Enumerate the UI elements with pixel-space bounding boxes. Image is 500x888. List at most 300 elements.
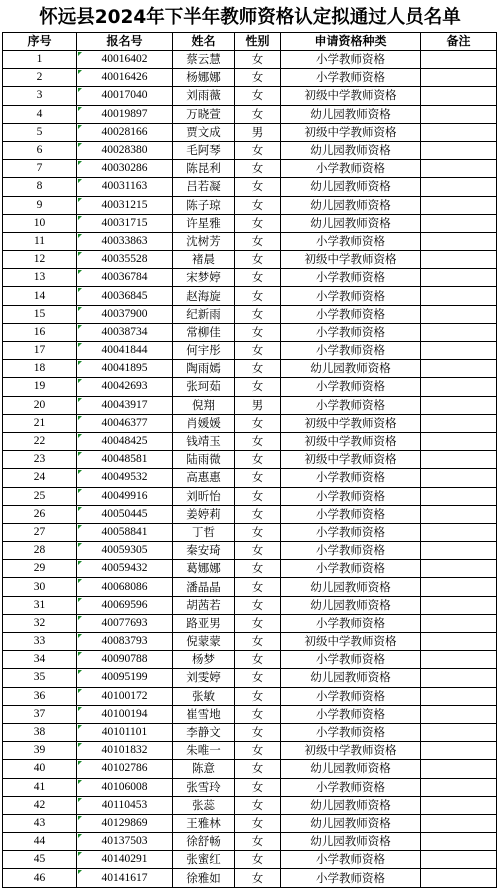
cell-gender: 女 — [235, 778, 281, 796]
table-row — [3, 596, 497, 614]
cell-seq: 13 — [3, 269, 77, 287]
table-row — [3, 305, 497, 323]
table-row — [3, 432, 497, 450]
cell-name: 张珂茹 — [173, 378, 235, 396]
cell-seq: 33 — [3, 633, 77, 651]
cell-seq: 21 — [3, 414, 77, 432]
cell-reg-no: 40049532 — [77, 469, 173, 487]
cell-gender: 男 — [235, 396, 281, 414]
cell-cert-type: 小学教师资格 — [281, 305, 421, 323]
cell-name: 路亚男 — [173, 614, 235, 632]
cell-name: 钱靖玉 — [173, 432, 235, 450]
cell-seq: 4 — [3, 105, 77, 123]
cell-gender: 女 — [235, 342, 281, 360]
cell-gender: 女 — [235, 251, 281, 269]
cell-remark — [421, 396, 497, 414]
cell-cert-type: 初级中学教师资格 — [281, 251, 421, 269]
cell-seq: 19 — [3, 378, 77, 396]
cell-name: 葛娜娜 — [173, 560, 235, 578]
cell-seq: 18 — [3, 360, 77, 378]
cell-reg-no: 40036845 — [77, 287, 173, 305]
table-row — [3, 105, 497, 123]
cell-reg-no: 40036784 — [77, 269, 173, 287]
cell-cert-type: 小学教师资格 — [281, 342, 421, 360]
cell-cert-type: 幼儿园教师资格 — [281, 141, 421, 159]
cell-cert-type: 初级中学教师资格 — [281, 742, 421, 760]
cell-remark — [421, 851, 497, 869]
cell-cert-type: 小学教师资格 — [281, 469, 421, 487]
cell-seq: 20 — [3, 396, 77, 414]
cell-seq: 32 — [3, 614, 77, 632]
cell-reg-no: 40031715 — [77, 214, 173, 232]
cell-remark — [421, 778, 497, 796]
cell-reg-no: 40077693 — [77, 614, 173, 632]
cell-reg-no: 40141617 — [77, 869, 173, 887]
cell-gender: 女 — [235, 51, 281, 69]
cell-seq: 12 — [3, 251, 77, 269]
cell-cert-type: 小学教师资格 — [281, 232, 421, 250]
cell-gender: 女 — [235, 760, 281, 778]
cell-cert-type: 幼儿园教师资格 — [281, 596, 421, 614]
cell-gender: 女 — [235, 596, 281, 614]
cell-remark — [421, 287, 497, 305]
cell-seq: 31 — [3, 596, 77, 614]
cell-seq: 41 — [3, 778, 77, 796]
cell-cert-type: 小学教师资格 — [281, 287, 421, 305]
cell-seq: 3 — [3, 87, 77, 105]
cell-remark — [421, 505, 497, 523]
cell-gender: 女 — [235, 723, 281, 741]
cell-remark — [421, 414, 497, 432]
table-row — [3, 705, 497, 723]
cell-remark — [421, 742, 497, 760]
cell-remark — [421, 87, 497, 105]
document-title: 怀远县2024年下半年教师资格认定拟通过人员名单 — [39, 7, 461, 28]
table-header — [3, 33, 497, 51]
cell-reg-no: 40101101 — [77, 723, 173, 741]
cell-seq: 17 — [3, 342, 77, 360]
cell-cert-type: 小学教师资格 — [281, 51, 421, 69]
cell-cert-type: 幼儿园教师资格 — [281, 669, 421, 687]
cell-remark — [421, 814, 497, 832]
cell-remark — [421, 105, 497, 123]
table-row — [3, 851, 497, 869]
cell-remark — [421, 214, 497, 232]
cell-remark — [421, 269, 497, 287]
table-row — [3, 651, 497, 669]
cell-cert-type: 初级中学教师资格 — [281, 451, 421, 469]
cell-remark — [421, 432, 497, 450]
cell-reg-no: 40035528 — [77, 251, 173, 269]
table-row — [3, 760, 497, 778]
table-row — [3, 542, 497, 560]
header-remark: 备注 — [421, 33, 497, 51]
cell-reg-no: 40043917 — [77, 396, 173, 414]
cell-cert-type: 小学教师资格 — [281, 542, 421, 560]
table-row — [3, 687, 497, 705]
cell-cert-type: 幼儿园教师资格 — [281, 196, 421, 214]
cell-gender: 女 — [235, 414, 281, 432]
cell-name: 徐舒畅 — [173, 833, 235, 851]
table-row — [3, 742, 497, 760]
cell-gender: 女 — [235, 269, 281, 287]
cell-cert-type: 小学教师资格 — [281, 487, 421, 505]
cell-reg-no: 40031163 — [77, 178, 173, 196]
cell-seq: 25 — [3, 487, 77, 505]
cell-remark — [421, 633, 497, 651]
cell-remark — [421, 378, 497, 396]
cell-name: 褚晨 — [173, 251, 235, 269]
cell-cert-type: 小学教师资格 — [281, 687, 421, 705]
cell-remark — [421, 669, 497, 687]
cell-reg-no: 40140291 — [77, 851, 173, 869]
cell-remark — [421, 323, 497, 341]
cell-reg-no: 40033863 — [77, 232, 173, 250]
cell-remark — [421, 160, 497, 178]
table-row — [3, 69, 497, 87]
cell-name: 常柳佳 — [173, 323, 235, 341]
cell-seq: 15 — [3, 305, 77, 323]
cell-seq: 40 — [3, 760, 77, 778]
table-row — [3, 287, 497, 305]
cell-gender: 女 — [235, 160, 281, 178]
cell-name: 吕若凝 — [173, 178, 235, 196]
table-row — [3, 378, 497, 396]
roster-table — [2, 32, 497, 888]
table-row — [3, 560, 497, 578]
cell-name: 陆雨微 — [173, 451, 235, 469]
cell-name: 张敏 — [173, 687, 235, 705]
cell-remark — [421, 542, 497, 560]
cell-reg-no: 40041895 — [77, 360, 173, 378]
table-row — [3, 87, 497, 105]
table-row — [3, 778, 497, 796]
cell-seq: 8 — [3, 178, 77, 196]
cell-seq: 2 — [3, 69, 77, 87]
cell-seq: 38 — [3, 723, 77, 741]
cell-cert-type: 小学教师资格 — [281, 69, 421, 87]
cell-seq: 42 — [3, 796, 77, 814]
cell-seq: 30 — [3, 578, 77, 596]
cell-gender: 女 — [235, 814, 281, 832]
table-row — [3, 814, 497, 832]
cell-gender: 女 — [235, 196, 281, 214]
cell-remark — [421, 760, 497, 778]
cell-gender: 女 — [235, 232, 281, 250]
cell-remark — [421, 69, 497, 87]
cell-reg-no: 40110453 — [77, 796, 173, 814]
header-seq: 序号 — [3, 33, 77, 51]
table-row — [3, 723, 497, 741]
cell-gender: 女 — [235, 869, 281, 887]
cell-cert-type: 小学教师资格 — [281, 160, 421, 178]
cell-name: 张雪玲 — [173, 778, 235, 796]
cell-remark — [421, 869, 497, 887]
cell-remark — [421, 123, 497, 141]
cell-reg-no: 40095199 — [77, 669, 173, 687]
cell-reg-no: 40048581 — [77, 451, 173, 469]
cell-reg-no: 40059305 — [77, 542, 173, 560]
cell-name: 纪新雨 — [173, 305, 235, 323]
cell-remark — [421, 342, 497, 360]
cell-cert-type: 幼儿园教师资格 — [281, 814, 421, 832]
cell-gender: 女 — [235, 560, 281, 578]
cell-seq: 46 — [3, 869, 77, 887]
cell-reg-no: 40019897 — [77, 105, 173, 123]
cell-name: 刘雨薇 — [173, 87, 235, 105]
table-row — [3, 487, 497, 505]
cell-reg-no: 40050445 — [77, 505, 173, 523]
cell-cert-type: 幼儿园教师资格 — [281, 214, 421, 232]
cell-reg-no: 40037900 — [77, 305, 173, 323]
cell-seq: 16 — [3, 323, 77, 341]
cell-gender: 女 — [235, 360, 281, 378]
table-row — [3, 141, 497, 159]
cell-name: 高惠惠 — [173, 469, 235, 487]
table-row — [3, 51, 497, 69]
cell-reg-no: 40090788 — [77, 651, 173, 669]
cell-gender: 女 — [235, 505, 281, 523]
cell-remark — [421, 51, 497, 69]
cell-seq: 43 — [3, 814, 77, 832]
cell-name: 徐雅如 — [173, 869, 235, 887]
cell-seq: 27 — [3, 523, 77, 541]
cell-gender: 女 — [235, 469, 281, 487]
cell-seq: 45 — [3, 851, 77, 869]
table-row — [3, 178, 497, 196]
cell-remark — [421, 196, 497, 214]
cell-gender: 女 — [235, 614, 281, 632]
cell-gender: 女 — [235, 378, 281, 396]
table-row — [3, 523, 497, 541]
cell-remark — [421, 796, 497, 814]
cell-remark — [421, 560, 497, 578]
table-row — [3, 232, 497, 250]
cell-name: 毛阿琴 — [173, 141, 235, 159]
cell-gender: 女 — [235, 451, 281, 469]
header-row — [3, 33, 497, 51]
cell-gender: 女 — [235, 833, 281, 851]
cell-name: 朱唯一 — [173, 742, 235, 760]
table-row — [3, 214, 497, 232]
cell-name: 杨梦 — [173, 651, 235, 669]
cell-reg-no: 40028166 — [77, 123, 173, 141]
cell-gender: 女 — [235, 851, 281, 869]
cell-remark — [421, 687, 497, 705]
cell-name: 秦安琦 — [173, 542, 235, 560]
cell-cert-type: 小学教师资格 — [281, 523, 421, 541]
cell-name: 丁哲 — [173, 523, 235, 541]
cell-seq: 23 — [3, 451, 77, 469]
cell-cert-type: 小学教师资格 — [281, 323, 421, 341]
cell-cert-type: 小学教师资格 — [281, 378, 421, 396]
cell-cert-type: 小学教师资格 — [281, 651, 421, 669]
cell-reg-no: 40106008 — [77, 778, 173, 796]
cell-gender: 女 — [235, 687, 281, 705]
cell-cert-type: 小学教师资格 — [281, 614, 421, 632]
cell-reg-no: 40102786 — [77, 760, 173, 778]
cell-reg-no: 40028380 — [77, 141, 173, 159]
cell-seq: 37 — [3, 705, 77, 723]
cell-cert-type: 小学教师资格 — [281, 723, 421, 741]
header-name: 姓名 — [173, 33, 235, 51]
cell-cert-type: 小学教师资格 — [281, 869, 421, 887]
cell-cert-type: 初级中学教师资格 — [281, 633, 421, 651]
cell-seq: 10 — [3, 214, 77, 232]
cell-name: 张蜜红 — [173, 851, 235, 869]
cell-gender: 女 — [235, 705, 281, 723]
cell-name: 沈树芳 — [173, 232, 235, 250]
cell-remark — [421, 251, 497, 269]
cell-reg-no: 40016402 — [77, 51, 173, 69]
cell-cert-type: 初级中学教师资格 — [281, 87, 421, 105]
table-row — [3, 123, 497, 141]
cell-cert-type: 小学教师资格 — [281, 269, 421, 287]
cell-seq: 24 — [3, 469, 77, 487]
cell-seq: 39 — [3, 742, 77, 760]
cell-seq: 14 — [3, 287, 77, 305]
table-body — [3, 51, 497, 888]
table-row — [3, 451, 497, 469]
cell-remark — [421, 596, 497, 614]
cell-reg-no: 40068086 — [77, 578, 173, 596]
cell-remark — [421, 469, 497, 487]
cell-name: 杨娜娜 — [173, 69, 235, 87]
cell-reg-no: 40101832 — [77, 742, 173, 760]
cell-gender: 女 — [235, 742, 281, 760]
cell-cert-type: 幼儿园教师资格 — [281, 833, 421, 851]
cell-remark — [421, 178, 497, 196]
cell-gender: 女 — [235, 141, 281, 159]
cell-reg-no: 40017040 — [77, 87, 173, 105]
cell-reg-no: 40083793 — [77, 633, 173, 651]
cell-cert-type: 小学教师资格 — [281, 560, 421, 578]
cell-reg-no: 40100172 — [77, 687, 173, 705]
table-row — [3, 614, 497, 632]
cell-name: 刘昕怡 — [173, 487, 235, 505]
cell-reg-no: 40059432 — [77, 560, 173, 578]
cell-reg-no: 40042693 — [77, 378, 173, 396]
cell-name: 万晓萱 — [173, 105, 235, 123]
cell-cert-type: 幼儿园教师资格 — [281, 105, 421, 123]
cell-name: 赵海旋 — [173, 287, 235, 305]
table-row — [3, 833, 497, 851]
cell-gender: 女 — [235, 305, 281, 323]
cell-gender: 女 — [235, 69, 281, 87]
header-reg-no: 报名号 — [77, 33, 173, 51]
cell-name: 王雅林 — [173, 814, 235, 832]
cell-seq: 34 — [3, 651, 77, 669]
cell-seq: 11 — [3, 232, 77, 250]
cell-cert-type: 幼儿园教师资格 — [281, 578, 421, 596]
table-row — [3, 414, 497, 432]
cell-name: 刘雯婷 — [173, 669, 235, 687]
cell-gender: 女 — [235, 287, 281, 305]
cell-name: 崔雪地 — [173, 705, 235, 723]
cell-remark — [421, 360, 497, 378]
cell-remark — [421, 141, 497, 159]
table-row — [3, 251, 497, 269]
cell-reg-no: 40069596 — [77, 596, 173, 614]
table-row — [3, 869, 497, 887]
table-row — [3, 323, 497, 341]
cell-gender: 女 — [235, 214, 281, 232]
cell-name: 陈意 — [173, 760, 235, 778]
cell-remark — [421, 578, 497, 596]
table-row — [3, 160, 497, 178]
cell-seq: 29 — [3, 560, 77, 578]
cell-gender: 女 — [235, 796, 281, 814]
cell-gender: 女 — [235, 487, 281, 505]
cell-gender: 女 — [235, 542, 281, 560]
cell-name: 肖媛媛 — [173, 414, 235, 432]
cell-name: 宋梦婷 — [173, 269, 235, 287]
cell-cert-type: 小学教师资格 — [281, 778, 421, 796]
cell-remark — [421, 705, 497, 723]
table-row — [3, 633, 497, 651]
cell-gender: 女 — [235, 523, 281, 541]
cell-gender: 女 — [235, 178, 281, 196]
cell-seq: 35 — [3, 669, 77, 687]
table-row — [3, 196, 497, 214]
cell-remark — [421, 614, 497, 632]
cell-cert-type: 初级中学教师资格 — [281, 123, 421, 141]
cell-remark — [421, 651, 497, 669]
table-row — [3, 269, 497, 287]
cell-cert-type: 幼儿园教师资格 — [281, 178, 421, 196]
cell-name: 姜婷莉 — [173, 505, 235, 523]
table-row — [3, 505, 497, 523]
cell-name: 潘晶晶 — [173, 578, 235, 596]
cell-name: 张蕊 — [173, 796, 235, 814]
cell-name: 蔡云慧 — [173, 51, 235, 69]
cell-seq: 28 — [3, 542, 77, 560]
cell-seq: 36 — [3, 687, 77, 705]
cell-name: 何宇彤 — [173, 342, 235, 360]
cell-seq: 6 — [3, 141, 77, 159]
cell-reg-no: 40046377 — [77, 414, 173, 432]
cell-seq: 1 — [3, 51, 77, 69]
cell-name: 倪翔 — [173, 396, 235, 414]
table-row — [3, 360, 497, 378]
cell-reg-no: 40041844 — [77, 342, 173, 360]
table-row — [3, 396, 497, 414]
header-gender: 性别 — [235, 33, 281, 51]
header-cert-type: 申请资格种类 — [281, 33, 421, 51]
cell-seq: 26 — [3, 505, 77, 523]
cell-gender: 女 — [235, 323, 281, 341]
cell-reg-no: 40030286 — [77, 160, 173, 178]
cell-gender: 女 — [235, 432, 281, 450]
table-row — [3, 796, 497, 814]
cell-cert-type: 小学教师资格 — [281, 396, 421, 414]
table-row — [3, 578, 497, 596]
cell-gender: 女 — [235, 651, 281, 669]
cell-cert-type: 幼儿园教师资格 — [281, 796, 421, 814]
cell-seq: 9 — [3, 196, 77, 214]
cell-gender: 女 — [235, 87, 281, 105]
cell-remark — [421, 305, 497, 323]
cell-name: 陈子琼 — [173, 196, 235, 214]
cell-cert-type: 幼儿园教师资格 — [281, 360, 421, 378]
cell-reg-no: 40048425 — [77, 432, 173, 450]
cell-remark — [421, 487, 497, 505]
cell-reg-no: 40031215 — [77, 196, 173, 214]
cell-seq: 5 — [3, 123, 77, 141]
table-row — [3, 469, 497, 487]
cell-cert-type: 幼儿园教师资格 — [281, 760, 421, 778]
cell-reg-no: 40100194 — [77, 705, 173, 723]
